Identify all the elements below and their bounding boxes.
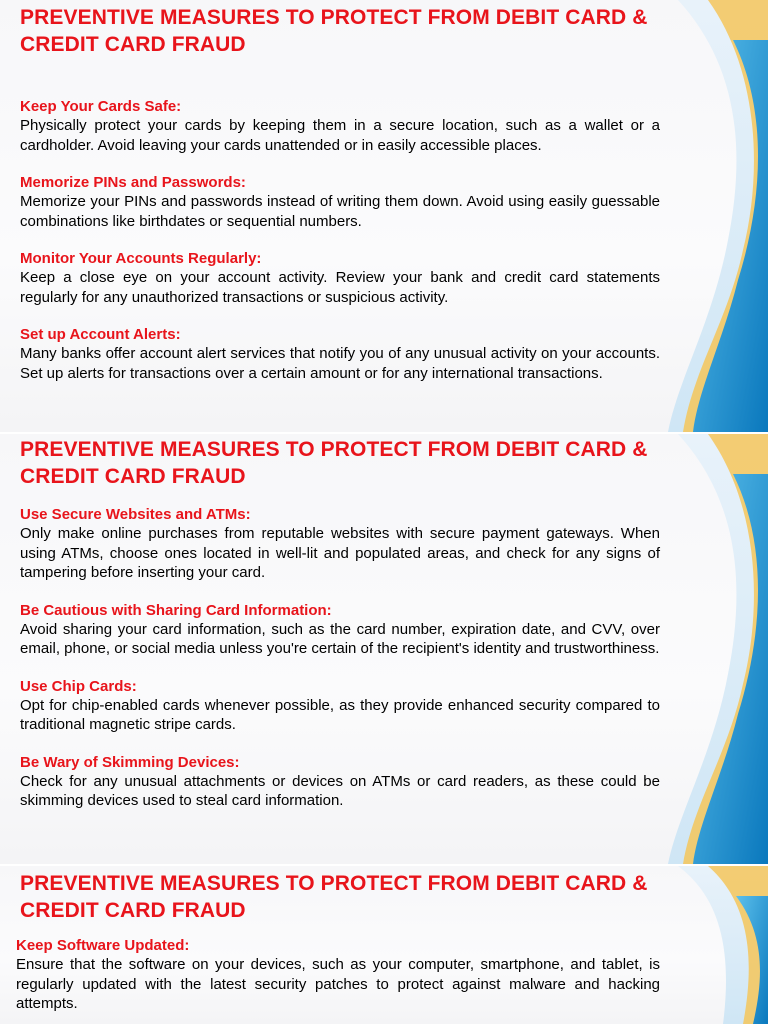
section-heading: Memorize PINs and Passwords:: [20, 174, 246, 191]
section-chip-cards: [20, 677, 660, 735]
section-body: Only make online purchases from reputable websites with secure payment gateways. When using ATMs, choose ones located in well-lit and populated areas, and check for any signs of tampering before inserting your card.: [20, 525, 660, 581]
section-monitor-accounts: [20, 249, 660, 307]
slide-1: [0, 0, 768, 432]
slide-1-content: [20, 4, 660, 401]
slide-2-content: [20, 436, 660, 829]
section-account-alerts: [20, 325, 660, 383]
section-body: Check for any unusual attachments or devices on ATMs or card readers, as these could be skimming devices used to steal card information.: [20, 772, 660, 809]
section-heading: Monitor Your Accounts Regularly:: [20, 250, 262, 267]
section-body: Memorize your PINs and passwords instead of writing them down. Avoid using easily guessable combinations like birthdates or sequential numbers.: [20, 193, 660, 230]
section-heading: Be Cautious with Sharing Card Information:: [20, 601, 332, 619]
section-heading: Keep Your Cards Safe:: [20, 98, 182, 115]
slide-3: [0, 866, 768, 1024]
section-heading: Set up Account Alerts:: [20, 326, 181, 343]
section-body: Avoid sharing your card information, such as the card number, expiration date, and CVV, over email, phone, or social media unless you're certain of the recipient's identity and trustworthiness.: [20, 620, 660, 657]
section-heading: Use Chip Cards:: [20, 677, 137, 695]
section-sharing-card-info: [20, 601, 660, 659]
section-body: Keep a close eye on your account activity. Review your bank and credit card statements regularly for any unauthorized transactions or suspicious activity.: [20, 269, 660, 306]
slide-title: PREVENTIVE MEASURES TO PROTECT FROM DEBIT CARD & CREDIT CARD FRAUD: [20, 872, 648, 922]
slide-2: [0, 434, 768, 864]
section-skimming-devices: [20, 753, 660, 811]
section-heading: Be Wary of Skimming Devices:: [20, 753, 240, 771]
section-secure-websites: [20, 505, 660, 583]
slide-title: PREVENTIVE MEASURES TO PROTECT FROM DEBIT CARD & CREDIT CARD FRAUD: [20, 438, 648, 488]
section-heading: Use Secure Websites and ATMs:: [20, 506, 251, 523]
section-body: Many banks offer account alert services that notify you of any unusual activity on your accounts. Set up alerts for transactions over a certain amount or for any international transactions.: [20, 345, 660, 382]
section-software-updated: [16, 936, 660, 1014]
slide-title: PREVENTIVE MEASURES TO PROTECT FROM DEBIT CARD & CREDIT CARD FRAUD: [20, 6, 648, 56]
section-body: Physically protect your cards by keeping them in a secure location, such as a wallet or a cardholder. Avoid leaving your cards unattended or in easily accessible places.: [20, 117, 660, 154]
section-keep-cards-safe: [20, 97, 660, 155]
section-body: Opt for chip-enabled cards whenever possible, as they provide enhanced security compared to traditional magnetic stripe cards.: [20, 696, 660, 733]
section-heading: Keep Software Updated:: [16, 937, 190, 954]
section-body: Ensure that the software on your devices, such as your computer, smartphone, and tablet, is regularly updated with the latest security patches to protect against malware and hacking attempts.: [16, 956, 660, 1012]
section-memorize-pins: [20, 173, 660, 231]
slide-3-content: [16, 870, 660, 1024]
